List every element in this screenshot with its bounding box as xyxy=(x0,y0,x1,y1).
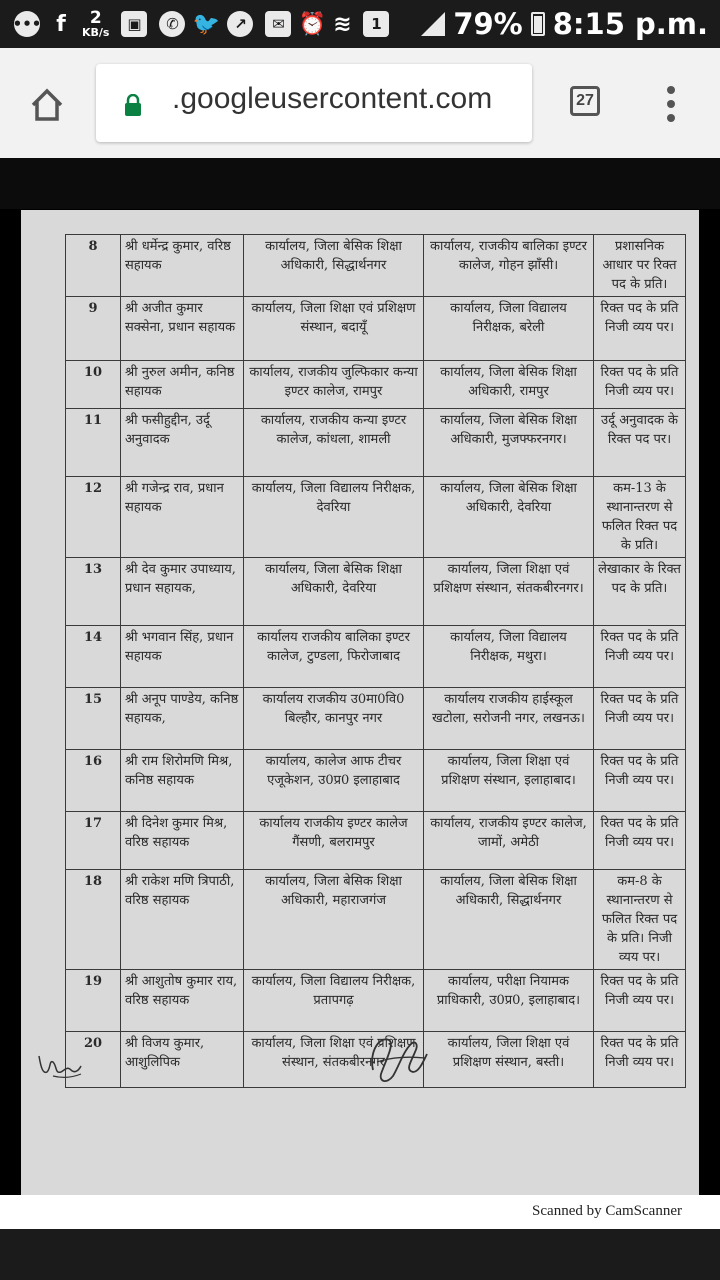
lock-icon xyxy=(124,94,142,116)
initials-signature xyxy=(35,1048,85,1082)
remark-cell: रिक्त पद के प्रति निजी व्यय पर। xyxy=(594,750,686,812)
current-office-cell: कार्यालय, राजकीय कन्या इण्टर कालेज, कांधला, शामली xyxy=(244,409,424,477)
bottom-bar xyxy=(0,1229,720,1280)
twitter-icon: 🐦 xyxy=(192,11,221,37)
current-office-cell: कार्यालय राजकीय बालिका इण्टर कालेज, टुण्डला, फिरोजाबाद xyxy=(244,626,424,688)
remark-cell: प्रशासनिक आधार पर रिक्त पद के प्रति। xyxy=(594,235,686,297)
serial-number-cell: 17 xyxy=(66,812,121,870)
more-notifications-icon: ••• xyxy=(14,11,40,37)
name-designation-cell: श्री गजेन्द्र राव, प्रधान सहायक xyxy=(121,477,244,558)
current-office-cell: कार्यालय, कालेज आफ टीचर एजूकेशन, उ0प्र0 इलाहाबाद xyxy=(244,750,424,812)
transfer-office-cell: कार्यालय, जिला बेसिक शिक्षा अधिकारी, मुजफ्फरनगर। xyxy=(424,409,594,477)
serial-number-cell: 18 xyxy=(66,870,121,970)
current-office-cell: कार्यालय, जिला बेसिक शिक्षा अधिकारी, देवरिया xyxy=(244,558,424,626)
name-designation-cell: श्री फसीहुद्दीन, उर्दू अनुवादक xyxy=(121,409,244,477)
battery-icon xyxy=(531,12,545,36)
table-row xyxy=(66,558,686,626)
remark-cell: कम-8 के स्थानान्तरण से फलित रिक्त पद के प्रति। निजी व्यय पर। xyxy=(594,870,686,970)
remark-cell: रिक्त पद के प्रति निजी व्यय पर। xyxy=(594,626,686,688)
page-content xyxy=(0,158,720,1229)
current-office-cell: कार्यालय, जिला विद्यालय निरीक्षक, देवरिया xyxy=(244,477,424,558)
serial-number-cell: 13 xyxy=(66,558,121,626)
name-designation-cell: श्री विजय कुमार, आशुलिपिक xyxy=(121,1032,244,1088)
serial-number-cell: 15 xyxy=(66,688,121,750)
cell-signal-icon xyxy=(421,12,445,36)
facebook-icon: f xyxy=(56,11,66,37)
scan-footer-strip xyxy=(0,1195,720,1229)
address-bar[interactable] xyxy=(96,64,532,142)
name-designation-cell: श्री अनूप पाण्डेय, कनिष्ठ सहायक, xyxy=(121,688,244,750)
transfer-office-cell: कार्यालय, जिला विद्यालय निरीक्षक, बरेली xyxy=(424,297,594,361)
name-designation-cell: श्री अजीत कुमार सक्सेना, प्रधान सहायक xyxy=(121,297,244,361)
remark-cell: रिक्त पद के प्रति निजी व्यय पर। xyxy=(594,688,686,750)
mail-icon: ✉ xyxy=(265,11,291,37)
browser-toolbar xyxy=(0,48,720,158)
table-row xyxy=(66,626,686,688)
name-designation-cell: श्री भगवान सिंह, प्रधान सहायक xyxy=(121,626,244,688)
remark-cell: कम-13 के स्थानान्तरण से फलित रिक्त पद के प्रति। xyxy=(594,477,686,558)
name-designation-cell: श्री नुरुल अमीन, कनिष्ठ सहायक xyxy=(121,361,244,409)
name-designation-cell: श्री देव कुमार उपाध्याय, प्रधान सहायक, xyxy=(121,558,244,626)
transfer-office-cell: कार्यालय, जिला बेसिक शिक्षा अधिकारी, रामपुर xyxy=(424,361,594,409)
scanner-watermark: Scanned by CamScanner xyxy=(532,1203,682,1219)
table-row xyxy=(66,870,686,970)
tab-switcher-button[interactable]: 27 xyxy=(570,86,600,116)
data-speed-indicator xyxy=(82,10,109,38)
alarm-icon: ⏰ xyxy=(298,11,327,37)
transfer-office-cell: कार्यालय, परीक्षा नियामक प्राधिकारी, उ0प्र0, इलाहाबाद। xyxy=(424,970,594,1032)
system-indicators xyxy=(421,7,720,41)
current-office-cell: कार्यालय राजकीय इण्टर कालेज गैंसणी, बलरामपुर xyxy=(244,812,424,870)
current-office-cell: कार्यालय, जिला बेसिक शिक्षा अधिकारी, सिद्धार्थनगर xyxy=(244,235,424,297)
current-office-cell: कार्यालय, जिला शिक्षा एवं प्रशिक्षण संस्थान, बदायूँ xyxy=(244,297,424,361)
current-office-cell: कार्यालय, राजकीय जुल्फिकार कन्या इण्टर कालेज, रामपुर xyxy=(244,361,424,409)
name-designation-cell: श्री राकेश मणि त्रिपाठी, वरिष्ठ सहायक xyxy=(121,870,244,970)
table-row xyxy=(66,812,686,870)
current-office-cell: कार्यालय, जिला शिक्षा एवं प्रशिक्षण संस्थान, संतकबीरनगर xyxy=(244,1032,424,1088)
table-row xyxy=(66,477,686,558)
remark-cell: रिक्त पद के प्रति निजी व्यय पर। xyxy=(594,1032,686,1088)
serial-number-cell: 11 xyxy=(66,409,121,477)
sim-icon: 1 xyxy=(363,11,389,37)
gallery-icon: ▣ xyxy=(121,11,147,37)
remark-cell: लेखाकार के रिक्त पद के प्रति। xyxy=(594,558,686,626)
transfer-office-cell: कार्यालय, जिला शिक्षा एवं प्रशिक्षण संस्थान, संतकबीरनगर। xyxy=(424,558,594,626)
scanned-document xyxy=(21,210,699,1195)
overflow-menu-icon[interactable] xyxy=(666,86,676,122)
table-row xyxy=(66,361,686,409)
name-designation-cell: श्री धर्मेन्द्र कुमार, वरिष्ठ सहायक xyxy=(121,235,244,297)
current-office-cell: कार्यालय राजकीय उ0मा0वि0 बिल्हौर, कानपुर नगर xyxy=(244,688,424,750)
name-designation-cell: श्री राम शिरोमणि मिश्र, कनिष्ठ सहायक xyxy=(121,750,244,812)
serial-number-cell: 19 xyxy=(66,970,121,1032)
transfer-office-cell: कार्यालय, जिला शिक्षा एवं प्रशिक्षण संस्थान, इलाहाबाद। xyxy=(424,750,594,812)
transfer-office-cell: कार्यालय राजकीय हाईस्कूल खटोला, सरोजनी नगर, लखनऊ। xyxy=(424,688,594,750)
transfer-table xyxy=(65,234,686,1088)
phone-icon: ✆ xyxy=(159,11,185,37)
data-speed-unit: KB/s xyxy=(82,26,110,39)
name-designation-cell: श्री आशुतोष कुमार राय, वरिष्ठ सहायक xyxy=(121,970,244,1032)
data-speed-value: 2 xyxy=(89,8,102,28)
image-top-border xyxy=(0,158,720,209)
transfer-office-cell: कार्यालय, राजकीय इण्टर कालेज, जामों, अमेठी xyxy=(424,812,594,870)
table-row xyxy=(66,297,686,361)
serial-number-cell: 16 xyxy=(66,750,121,812)
serial-number-cell: 8 xyxy=(66,235,121,297)
remark-cell: रिक्त पद के प्रति निजी व्यय पर। xyxy=(594,297,686,361)
clock: 8:15 p.m. xyxy=(552,7,708,41)
serial-number-cell: 9 xyxy=(66,297,121,361)
transfer-office-cell: कार्यालय, जिला बेसिक शिक्षा अधिकारी, देवरिया xyxy=(424,477,594,558)
serial-number-cell: 14 xyxy=(66,626,121,688)
transfer-office-cell: कार्यालय, जिला विद्यालय निरीक्षक, मथुरा। xyxy=(424,626,594,688)
serial-number-cell: 20 xyxy=(66,1032,121,1088)
officer-signature xyxy=(365,1022,435,1092)
transfer-office-cell: कार्यालय, जिला शिक्षा एवं प्रशिक्षण संस्थान, बस्ती। xyxy=(424,1032,594,1088)
serial-number-cell: 12 xyxy=(66,477,121,558)
status-bar xyxy=(0,0,720,48)
table-row xyxy=(66,750,686,812)
table-row xyxy=(66,688,686,750)
current-office-cell: कार्यालय, जिला विद्यालय निरीक्षक, प्रतापगढ़ xyxy=(244,970,424,1032)
table-row xyxy=(66,235,686,297)
remark-cell: रिक्त पद के प्रति निजी व्यय पर। xyxy=(594,812,686,870)
wifi-icon: ≋ xyxy=(333,11,352,37)
missed-call-icon: ↗ xyxy=(227,11,253,37)
remark-cell: रिक्त पद के प्रति निजी व्यय पर। xyxy=(594,361,686,409)
name-designation-cell: श्री दिनेश कुमार मिश्र, वरिष्ठ सहायक xyxy=(121,812,244,870)
current-office-cell: कार्यालय, जिला बेसिक शिक्षा अधिकारी, महाराजगंज xyxy=(244,870,424,970)
transfer-office-cell: कार्यालय, राजकीय बालिका इण्टर कालेज, गोहन झाँसी। xyxy=(424,235,594,297)
battery-percent: 79% xyxy=(453,7,523,41)
transfer-office-cell: कार्यालय, जिला बेसिक शिक्षा अधिकारी, सिद्धार्थनगर xyxy=(424,870,594,970)
remark-cell: रिक्त पद के प्रति निजी व्यय पर। xyxy=(594,970,686,1032)
notification-icons xyxy=(0,10,421,38)
remark-cell: उर्दू अनुवादक के रिक्त पद पर। xyxy=(594,409,686,477)
table-row xyxy=(66,409,686,477)
url-text[interactable]: .googleusercontent.com xyxy=(172,82,493,115)
serial-number-cell: 10 xyxy=(66,361,121,409)
home-icon[interactable] xyxy=(27,85,67,125)
